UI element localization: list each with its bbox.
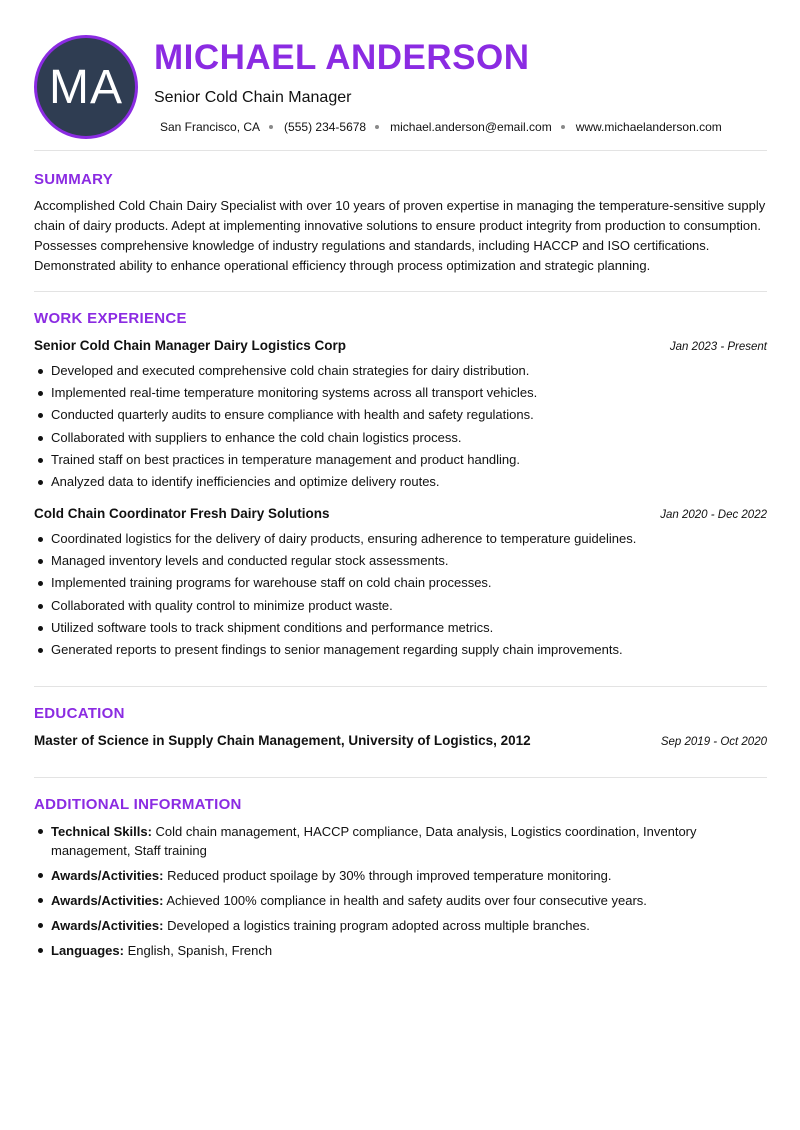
list-item: Managed inventory levels and conducted regular stock assessments. <box>34 552 774 570</box>
job-header <box>34 506 767 521</box>
list-item: Implemented training programs for warehouse staff on cold chain processes. <box>34 574 774 592</box>
contact-email: michael.anderson@email.com <box>390 120 552 134</box>
education-heading: EDUCATION <box>34 705 125 722</box>
separator-dot <box>375 125 379 129</box>
divider <box>34 686 767 687</box>
list-item: Implemented real-time temperature monitoring systems across all transport vehicles. <box>34 384 774 402</box>
list-item <box>34 916 774 935</box>
list-item <box>34 866 774 885</box>
list-item: Generated reports to present findings to senior management regarding supply chain improvements. <box>34 641 774 659</box>
contact-phone: (555) 234-5678 <box>284 120 367 134</box>
job-dates: Jan 2023 - Present <box>669 341 767 353</box>
list-item: Conducted quarterly audits to ensure compliance with health and safety regulations. <box>34 406 774 424</box>
divider <box>34 777 767 778</box>
contact-location: San Francisco, CA <box>160 120 261 134</box>
contact-line <box>160 120 722 134</box>
list-item: Analyzed data to identify inefficiencies and optimize delivery routes. <box>34 473 774 491</box>
item-label: Awards/Activities: <box>51 893 164 908</box>
item-text: Cold chain management, HACCP compliance, Data analysis, Logistics coordination, Inventory management, Staff training <box>51 824 697 858</box>
item-label: Awards/Activities: <box>51 918 164 933</box>
list-item: Collaborated with quality control to minimize product waste. <box>34 597 774 615</box>
item-text: Achieved 100% compliance in health and safety audits over four consecutive years. <box>163 893 647 908</box>
avatar-initials: MA <box>49 60 123 114</box>
candidate-name: MICHAEL ANDERSON <box>154 38 530 77</box>
item-text: Reduced product spoilage by 30% through improved temperature monitoring. <box>163 868 612 883</box>
item-text: Developed a logistics training program adopted across multiple branches. <box>163 918 590 933</box>
work-experience-heading: WORK EXPERIENCE <box>34 310 187 327</box>
divider <box>34 291 767 292</box>
list-item <box>34 891 774 910</box>
separator-dot <box>269 125 273 129</box>
list-item <box>34 822 774 860</box>
job-dates: Jan 2020 - Dec 2022 <box>660 509 767 521</box>
list-item <box>34 941 774 960</box>
job-bullets <box>34 530 774 663</box>
item-text: English, Spanish, French <box>123 943 273 958</box>
item-label: Languages: <box>51 943 124 958</box>
education-dates: Sep 2019 - Oct 2020 <box>660 736 767 748</box>
item-label: Awards/Activities: <box>51 868 164 883</box>
job-header <box>34 338 767 353</box>
contact-website: www.michaelanderson.com <box>575 120 722 134</box>
avatar <box>34 35 138 139</box>
education-entry <box>34 733 767 748</box>
additional-info-heading: ADDITIONAL INFORMATION <box>34 796 242 813</box>
list-item: Trained staff on best practices in temperature management and product handling. <box>34 451 774 469</box>
list-item: Developed and executed comprehensive cold chain strategies for dairy distribution. <box>34 362 774 380</box>
job-bullets <box>34 362 774 495</box>
job-title: Senior Cold Chain Manager Dairy Logistics Corp <box>34 338 347 353</box>
list-item: Utilized software tools to track shipment conditions and performance metrics. <box>34 619 774 637</box>
list-item: Coordinated logistics for the delivery of dairy products, ensuring adherence to temperature guidelines. <box>34 530 774 548</box>
additional-info-list <box>34 822 774 966</box>
summary-text: Accomplished Cold Chain Dairy Specialist with over 10 years of proven expertise in managing the temperature-sensitive supply chain of dairy products. Adept at implementing innovative solutions to ensure product integrity from production to consumption. Possesses comprehensive knowledge of industry regulations and standards, including HACCP and ISO certifications. Demonstrated ability to enhance operational efficiency through process optimization and strategic planning. <box>34 198 766 273</box>
list-item: Collaborated with suppliers to enhance the cold chain logistics process. <box>34 429 774 447</box>
education-degree: Master of Science in Supply Chain Management, University of Logistics, 2012 <box>34 733 531 748</box>
job-title: Cold Chain Coordinator Fresh Dairy Solutions <box>34 506 330 521</box>
divider <box>34 150 767 151</box>
summary-heading: SUMMARY <box>34 171 114 188</box>
item-label: Technical Skills: <box>51 824 152 839</box>
candidate-headline: Senior Cold Chain Manager <box>154 89 352 106</box>
separator-dot <box>561 125 565 129</box>
